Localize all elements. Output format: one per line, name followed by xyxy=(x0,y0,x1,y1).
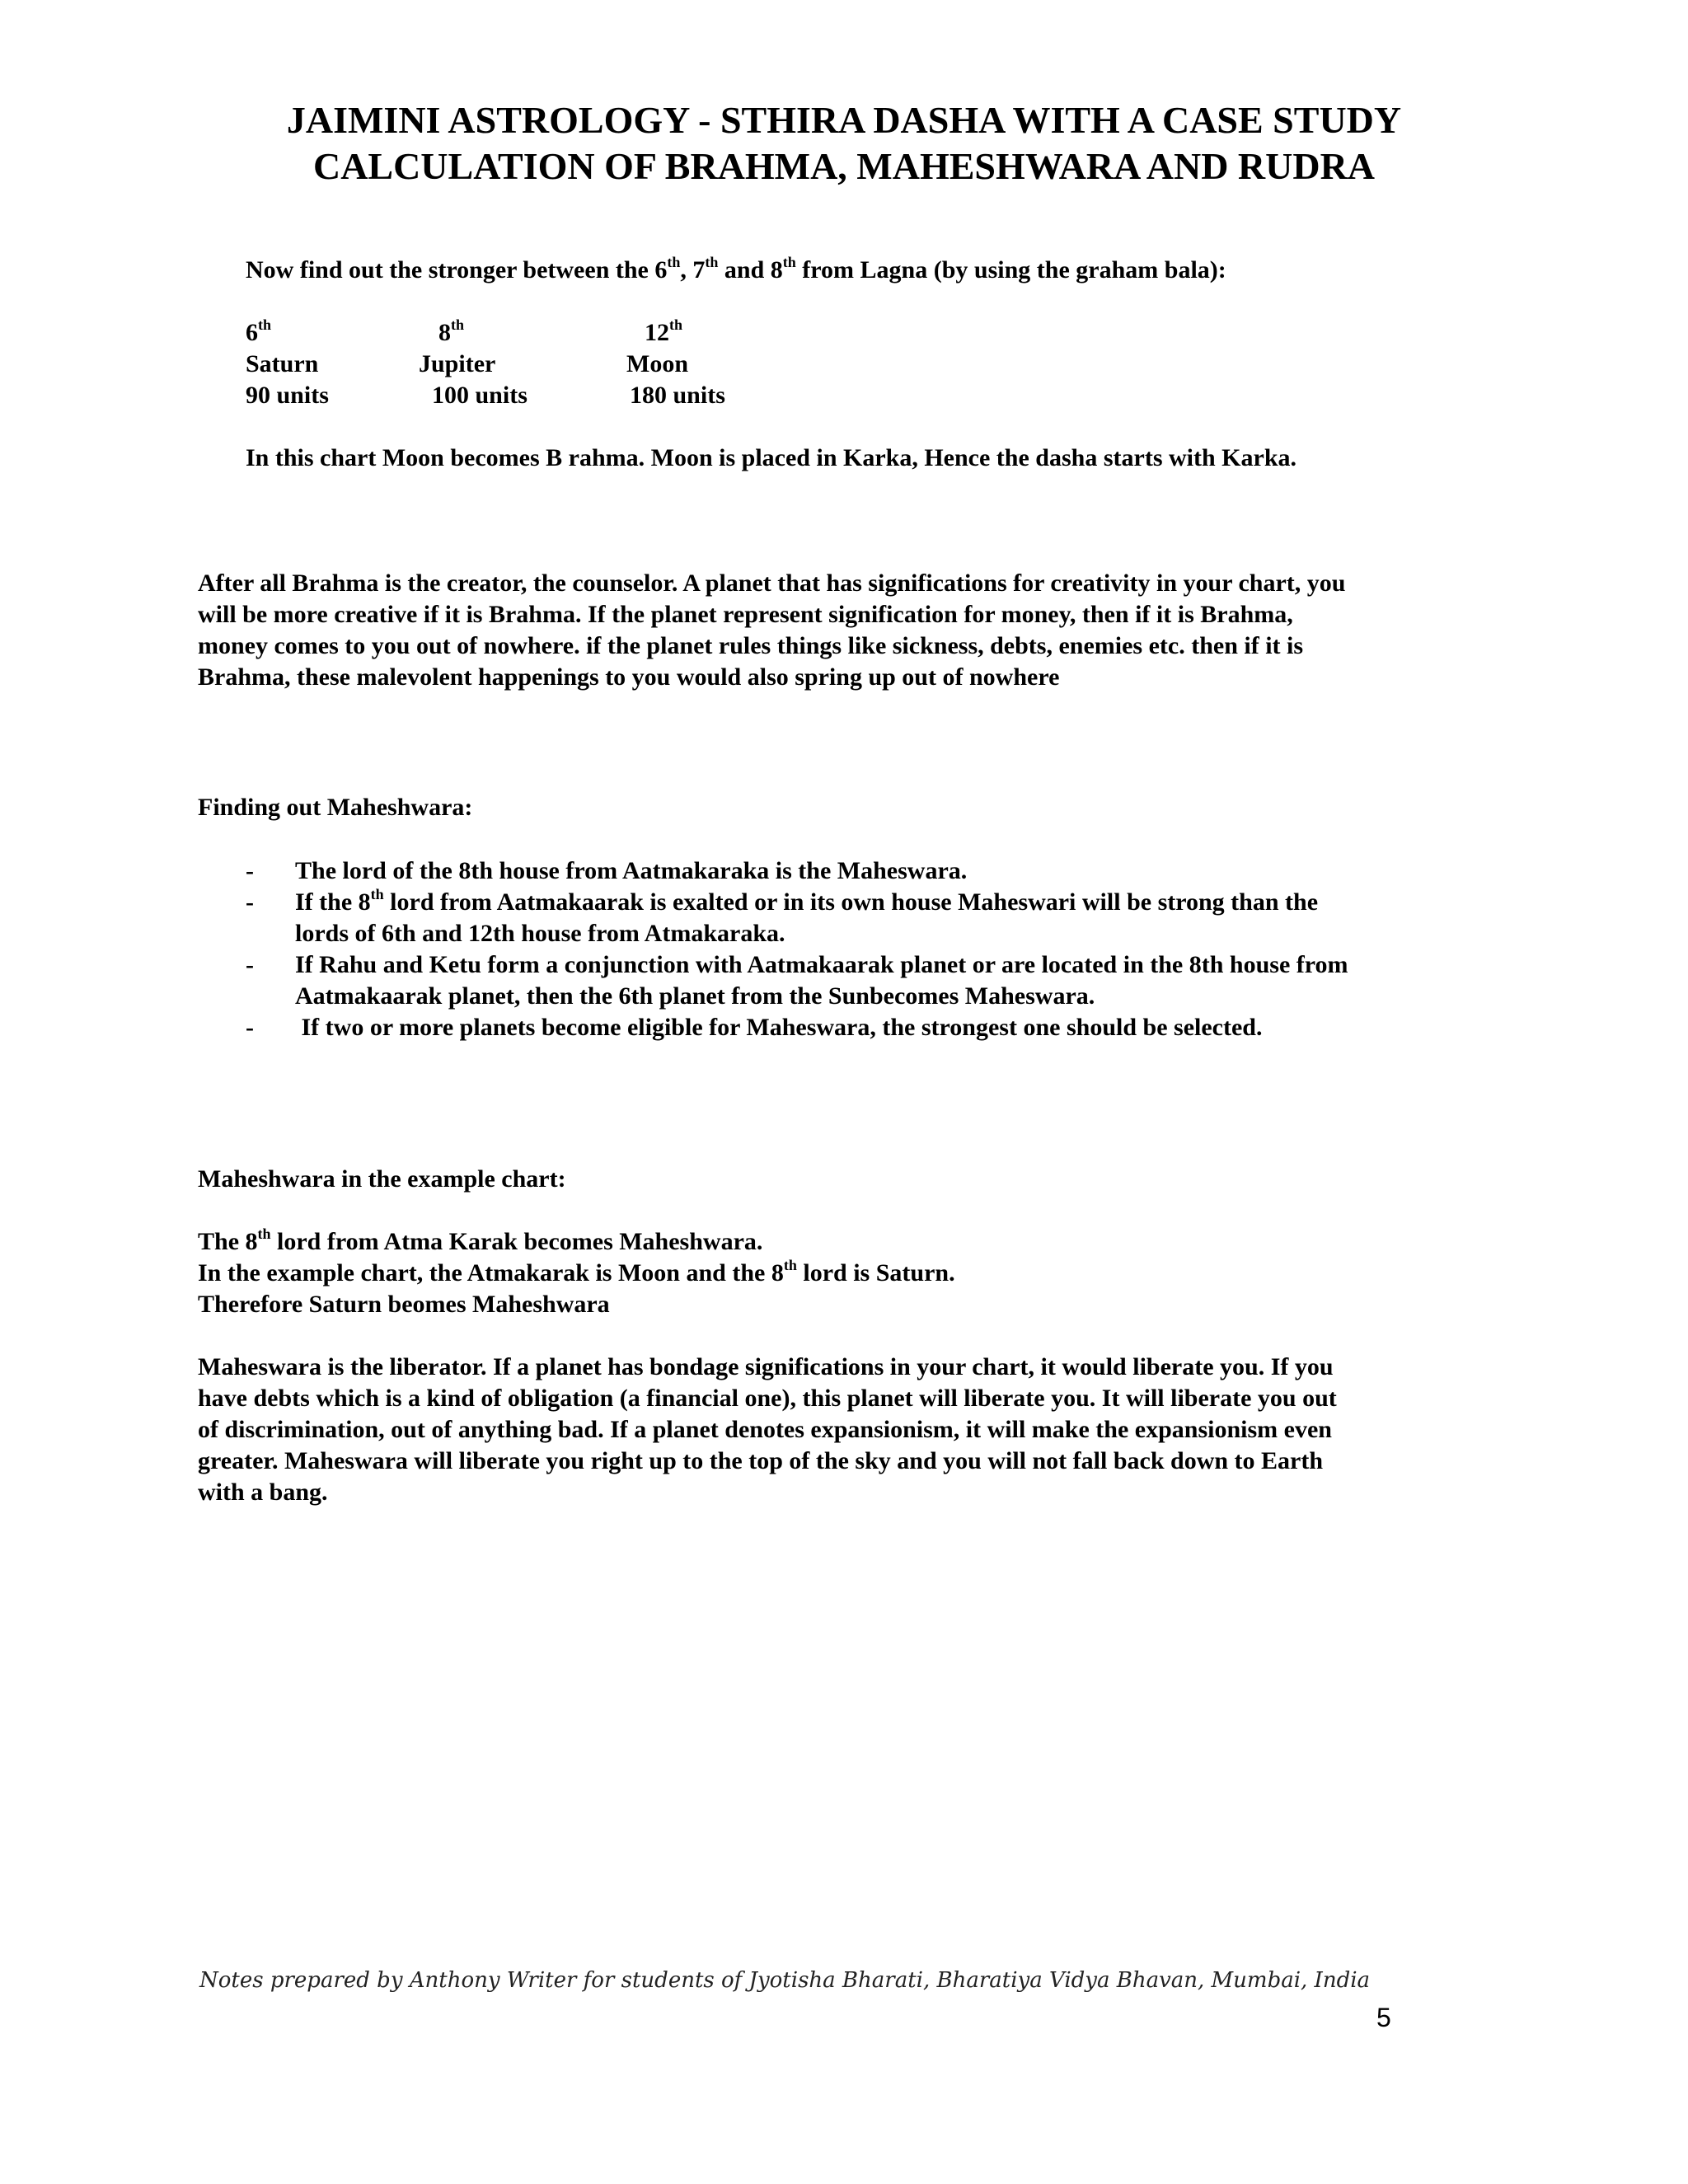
page-number: 5 xyxy=(1376,2003,1391,2032)
bullet-item: The lord of the 8th house from Aatmakaraka is the Maheswara. xyxy=(295,857,968,884)
title-line-2: CALCULATION OF BRAHMA, MAHESHWARA AND RUDRA xyxy=(312,145,1376,187)
bullet-dash: - xyxy=(246,1014,254,1041)
table-units: 90 units xyxy=(246,382,329,409)
table-planet: Saturn xyxy=(246,350,319,377)
example-line-3: Therefore Saturn beomes Maheshwara xyxy=(198,1291,610,1318)
table-house: 12th xyxy=(645,316,683,346)
table-house: 8th xyxy=(438,316,465,346)
table-planet: Jupiter xyxy=(419,350,496,377)
table-units: 180 units xyxy=(630,382,725,409)
table-column-8th xyxy=(419,317,528,411)
footer-note: Notes prepared by Anthony Writer for students of Jyotisha Bharati, Bharatiya Vidya Bhavan, Mumbai, India xyxy=(199,1968,1371,1993)
conclusion-line: In this chart Moon becomes B rahma. Moon is placed in Karka, Hence the dasha starts with Karka. xyxy=(246,444,1296,471)
bullet-item: If the 8th lord from Aatmakaarak is exalted or in its own house Maheswari will be strong than the lords of 6th and 12th house from Atmakaraka. xyxy=(295,886,1319,947)
table-planet: Moon xyxy=(626,350,688,377)
intro-sentence: Now find out the stronger between the 6th, 7th and 8th from Lagna (by using the graham bala): xyxy=(246,254,1226,284)
table-units: 100 units xyxy=(432,382,528,409)
table-house: 6th xyxy=(246,316,272,346)
table-column-6th xyxy=(246,317,329,411)
example-line-2: In the example chart, the Atmakarak is Moon and the 8th lord is Saturn. xyxy=(198,1257,955,1286)
example-lines xyxy=(198,1226,955,1320)
example-heading: Maheshwara in the example chart: xyxy=(198,1165,566,1193)
bullet-dash: - xyxy=(246,951,254,978)
example-line-1: The 8th lord from Atma Karak becomes Maheshwara. xyxy=(198,1226,763,1255)
page-title xyxy=(0,97,1688,190)
bullet-item: If two or more planets become eligible for Maheswara, the strongest one should be selected. xyxy=(295,1014,1263,1041)
title-line-1: JAIMINI ASTROLOGY - STHIRA DASHA WITH A CASE STUDY xyxy=(286,99,1402,141)
maheshwara-heading: Finding out Maheshwara: xyxy=(198,794,473,821)
bullet-dash: - xyxy=(246,888,254,916)
bullet-dash: - xyxy=(246,857,254,884)
liberator-paragraph: Maheswara is the liberator. If a planet has bondage significations in your chart, it would liberate you. If you have debts which is a kind of obligation (a financial one), this planet will liberate you. It will liberate you out of discrimination, out of anything bad. If a planet denotes expansionism, it will make the expansionism even greater. Maheswara will liberate you right up to the top of the sky and you will not fall back down to Earth with a bang. xyxy=(198,1353,1337,1506)
bullet-item: If Rahu and Ketu form a conjunction with Aatmakaarak planet or are located in the 8th house from Aatmakaarak planet, then the 6th planet from the Sunbecomes Maheswara. xyxy=(295,951,1348,1010)
brahma-paragraph: After all Brahma is the creator, the counselor. A planet that has significations for creativity in your chart, you will be more creative if it is Brahma. If the planet represent signification for money, then if it is Brahma, money comes to you out of nowhere. if the planet rules things like sickness, debts, enemies etc. then if it is Brahma, these malevolent happenings to you would also spring up out of nowhere xyxy=(198,569,1346,691)
table-column-12th xyxy=(626,317,725,411)
